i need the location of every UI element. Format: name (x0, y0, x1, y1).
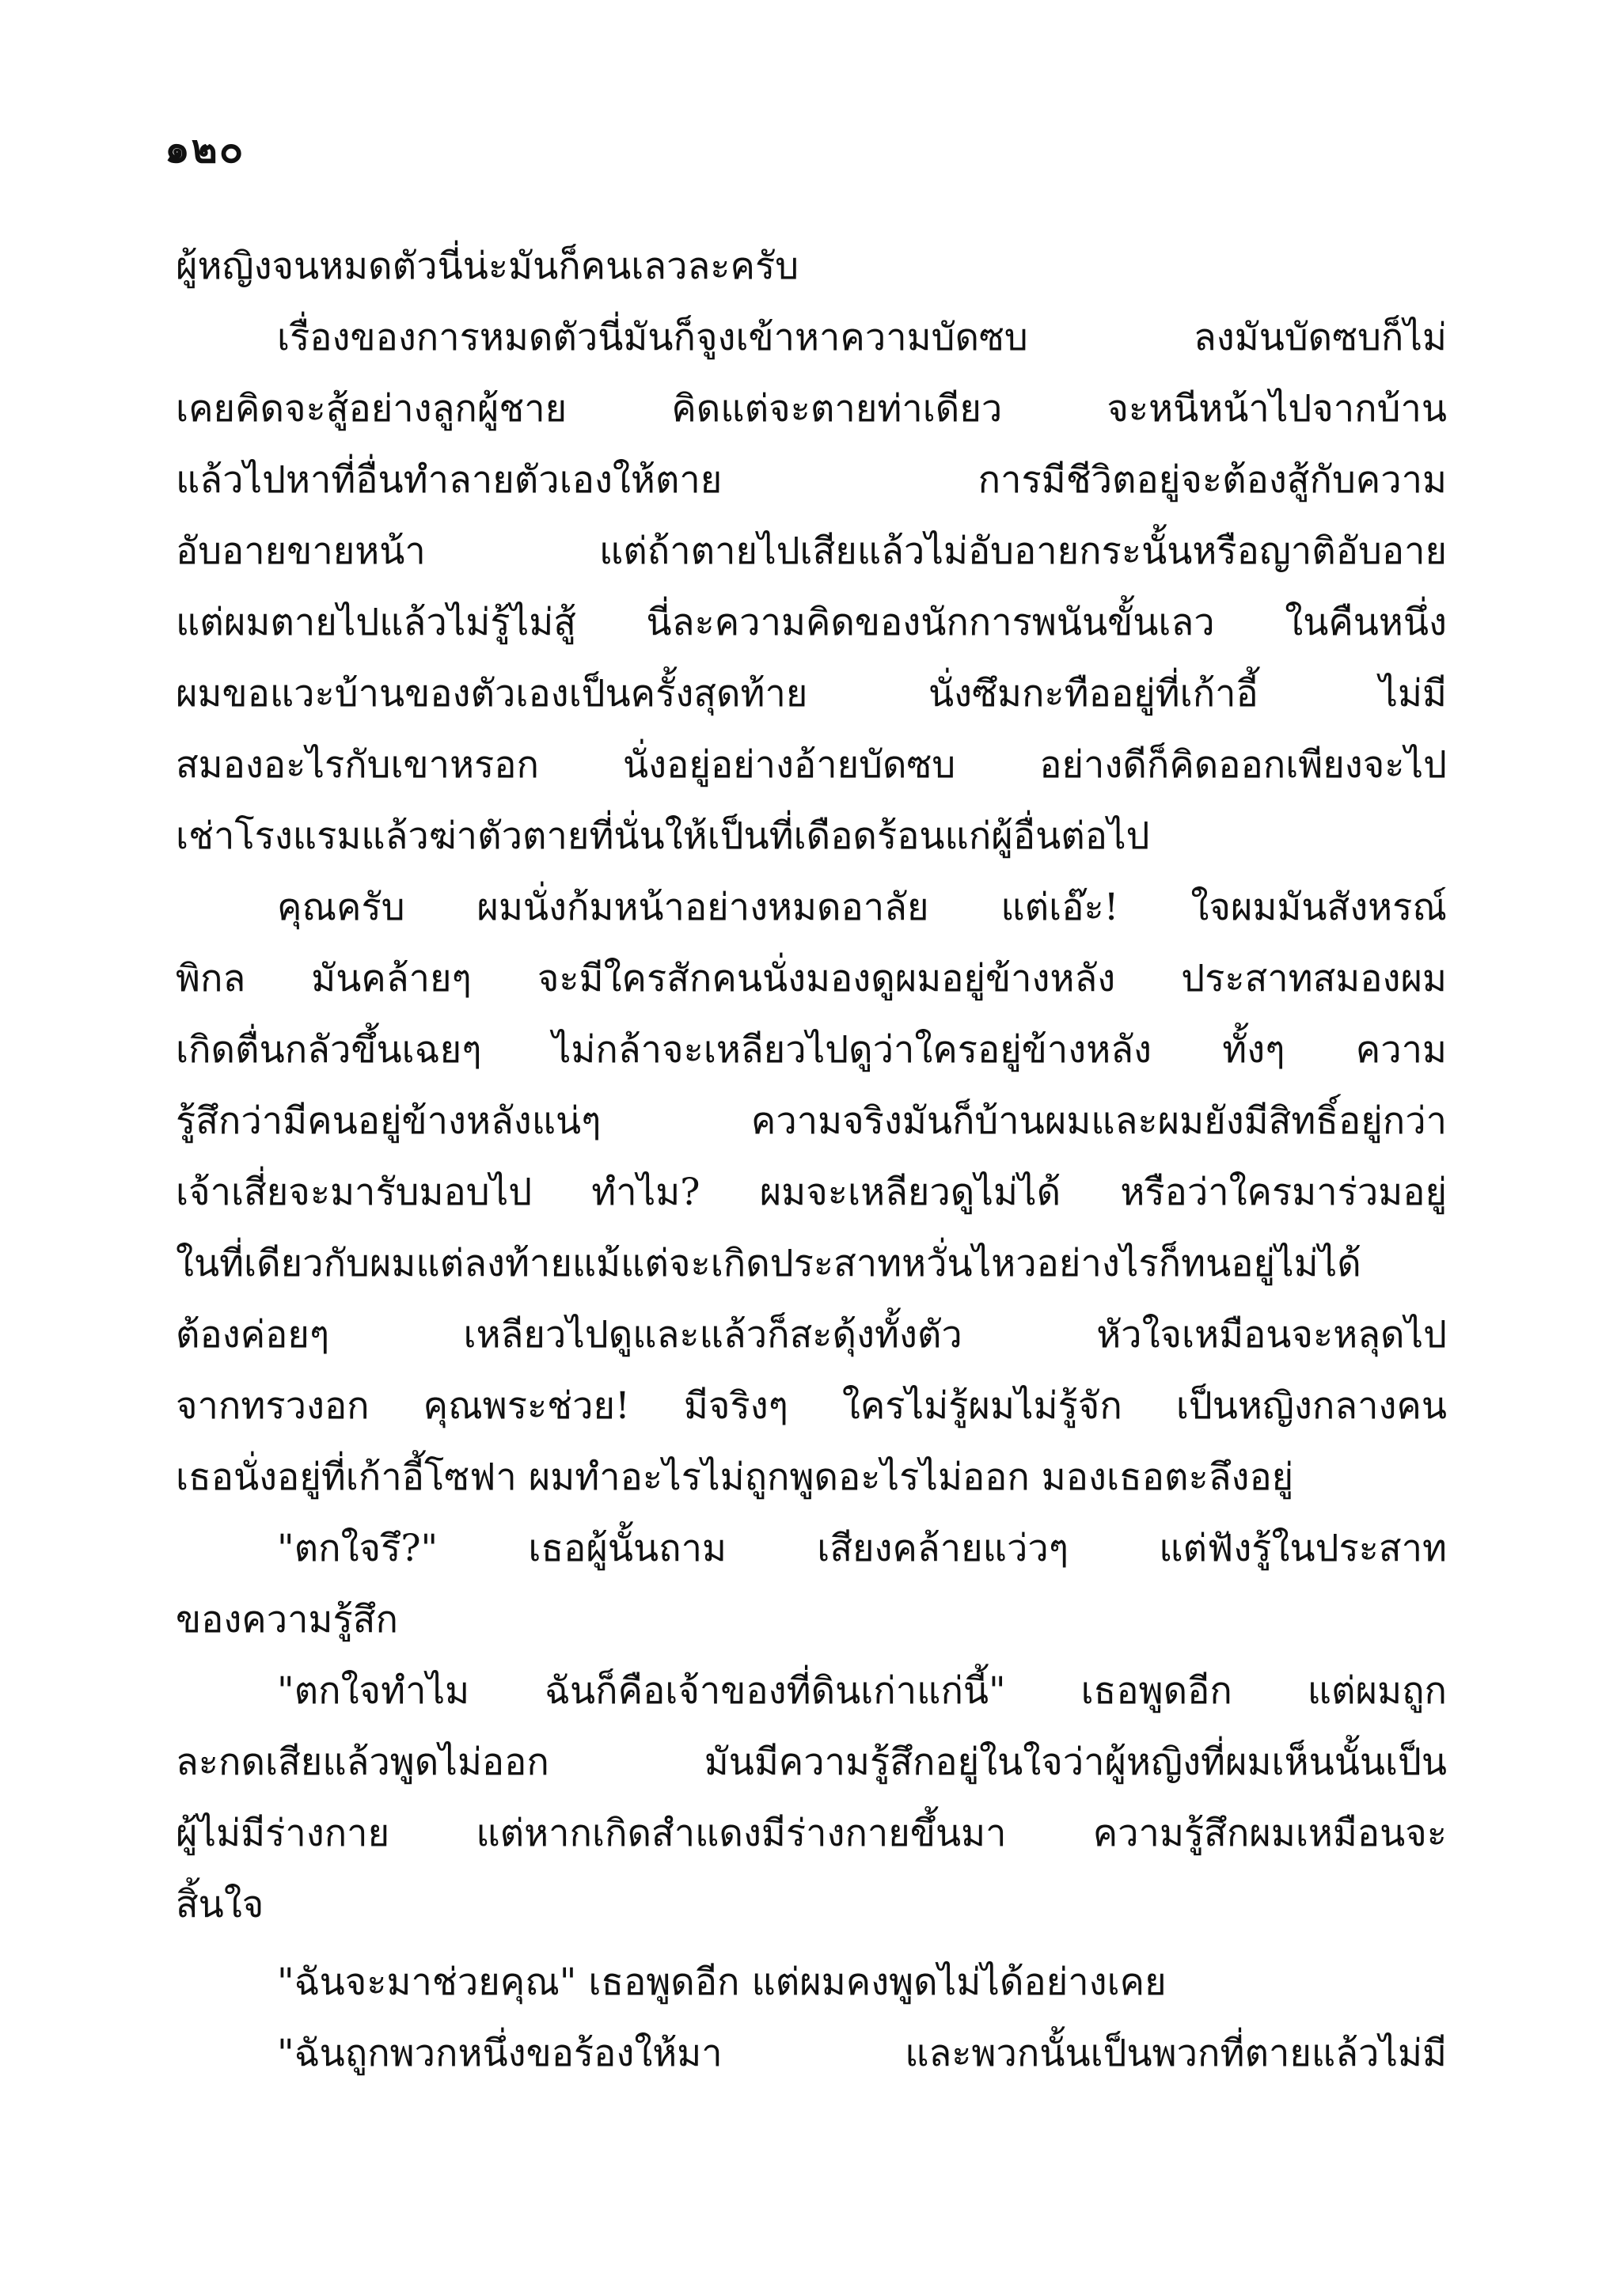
text-line: ในที่เดียวกับผมแต่ลงท้ายแม้แต่จะเกิดประสาทหวั่นไหวอย่างไรก็ทนอยู่ไม่ได้ (176, 1242, 1361, 1285)
text-line: แล้วไปหาที่อื่นทำลายตัวเองให้ตาย การมีชีวิตอยู่จะต้องสู้กับความ (176, 458, 1447, 502)
text-line: ต้องค่อยๆ เหลียวไปดูและแล้วก็สะดุ้งทั้งตัว หัวใจเหมือนจะหลุดไป (176, 1313, 1447, 1357)
text-line: เรื่องของการหมดตัวนี่มันก็จูงเข้าหาความบัดซบ ลงมันบัดซบก็ไม่ (277, 316, 1447, 359)
body-text (176, 231, 1447, 2089)
text-line: "ฉันจะมาช่วยคุณ" เธอพูดอีก แต่ผมคงพูดไม่ได้อย่างเคย (277, 1960, 1167, 2004)
text-line: เคยคิดจะสู้อย่างลูกผู้ชาย คิดแต่จะตายท่าเดียว จะหนีหน้าไปจากบ้าน (176, 387, 1447, 431)
text-line: คุณครับ ผมนั่งก้มหน้าอย่างหมดอาลัย แต่เอ๊ะ! ใจผมมันสังหรณ์ (277, 886, 1447, 929)
text-line: ผู้ไม่มีร่างกาย แต่หากเกิดสำแดงมีร่างกายขึ้นมา ความรู้สึกผมเหมือนจะ (176, 1812, 1447, 1855)
text-line: ผู้หญิงจนหมดตัวนี่น่ะมันก็คนเลวละครับ (176, 245, 799, 288)
page-number: ๑๒๐ (165, 125, 245, 172)
text-line: เธอนั่งอยู่ที่เก้าอี้โซฟา ผมทำอะไรไม่ถูกพูดอะไรไม่ออก มองเธอตะลึงอยู่ (176, 1455, 1294, 1499)
text-line: "ตกใจรึ?" เธอผู้นั้นถาม เสียงคล้ายแว่วๆ แต่ฟังรู้ในประสาท (277, 1527, 1447, 1570)
text-line: ละกดเสียแล้วพูดไม่ออก มันมีความรู้สึกอยู่ในใจว่าผู้หญิงที่ผมเห็นนั้นเป็น (176, 1740, 1447, 1784)
text-line: สมองอะไรกับเขาหรอก นั่งอยู่อย่างอ้ายบัดซบ อย่างดีก็คิดออกเพียงจะไป (176, 743, 1447, 787)
text-line: เจ้าเสี่ยจะมารับมอบไป ทำไม? ผมจะเหลียวดูไม่ได้ หรือว่าใครมาร่วมอยู่ (176, 1171, 1447, 1214)
text-line: ของความรู้สึก (176, 1598, 398, 1641)
text-line: "ตกใจทำไม ฉันก็คือเจ้าของที่ดินเก่าแก่นี้" เธอพูดอีก แต่ผมถูก (277, 1669, 1447, 1713)
text-line: เกิดตื่นกลัวขึ้นเฉยๆ ไม่กล้าจะเหลียวไปดูว่าใครอยู่ข้างหลัง ทั้งๆ ความ (176, 1028, 1447, 1072)
text-line: เช่าโรงแรมแล้วฆ่าตัวตายที่นั่นให้เป็นที่เดือดร้อนแก่ผู้อื่นต่อไป (176, 814, 1150, 858)
text-line: สิ้นใจ (176, 1883, 264, 1926)
text-line: "ฉันถูกพวกหนึ่งขอร้องให้มา และพวกนั้นเป็นพวกที่ตายแล้วไม่มี (277, 2032, 1447, 2075)
text-line: แต่ผมตายไปแล้วไม่รู้ไม่สู้ นี่ละความคิดของนักการพนันขั้นเลว ในคืนหนึ่ง (176, 601, 1447, 644)
text-line: พิกล มันคล้ายๆ จะมีใครสักคนนั่งมองดูผมอยู่ข้างหลัง ประสาทสมองผม (176, 957, 1447, 1000)
text-line: อับอายขายหน้า แต่ถ้าตายไปเสียแล้วไม่อับอายกระนั้นหรือญาติอับอาย (176, 529, 1447, 573)
text-line: รู้สึกว่ามีคนอยู่ข้างหลังแน่ๆ ความจริงมันก็บ้านผมและผมยังมีสิทธิ์อยู่กว่า (176, 1099, 1447, 1143)
text-line: จากทรวงอก คุณพระช่วย! มีจริงๆ ใครไม่รู้ผมไม่รู้จัก เป็นหญิงกลางคน (176, 1384, 1447, 1428)
text-line: ผมขอแวะบ้านของตัวเองเป็นครั้งสุดท้าย นั่งซึมกะทืออยู่ที่เก้าอี้ ไม่มี (176, 672, 1447, 715)
